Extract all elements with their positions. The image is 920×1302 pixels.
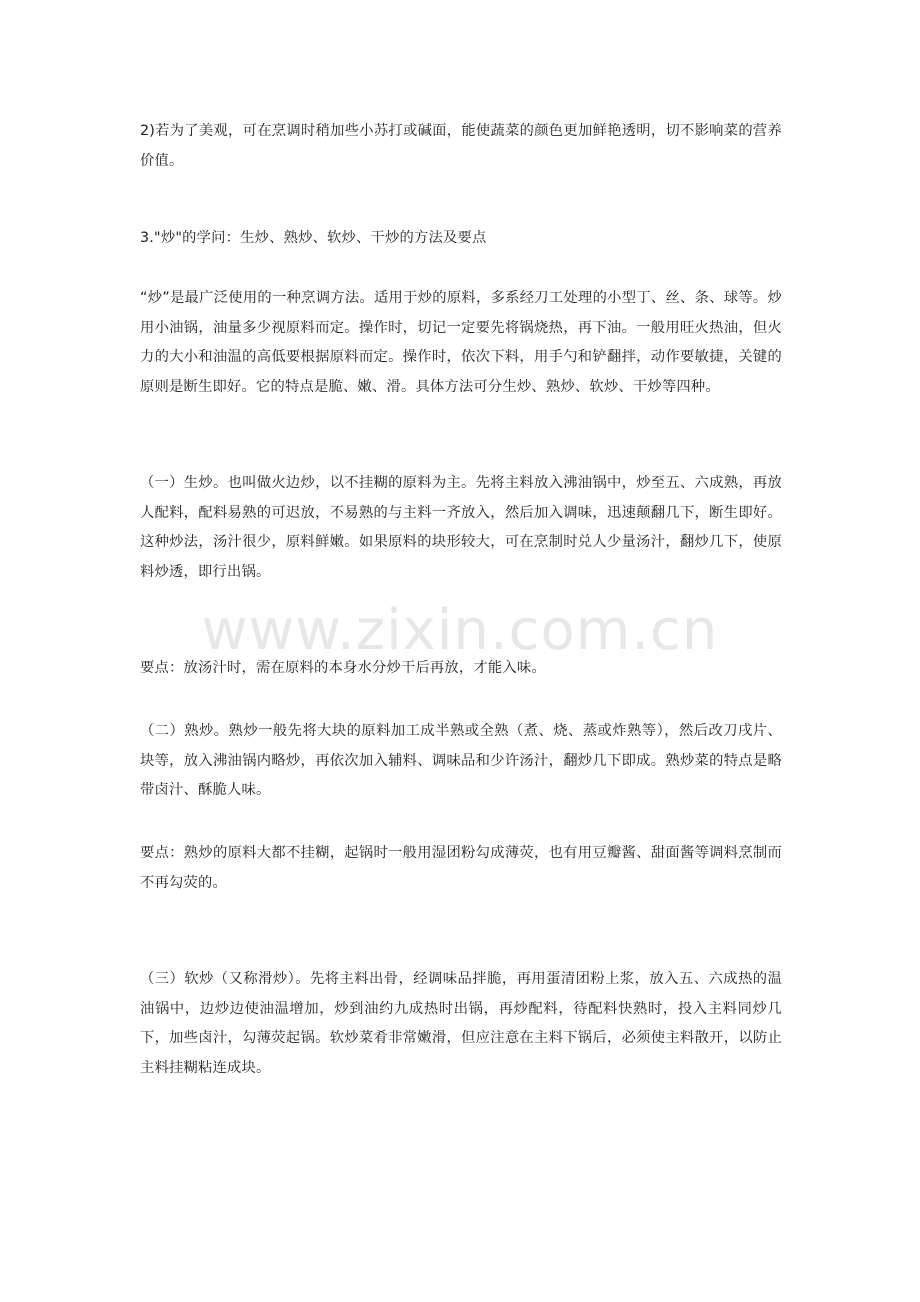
paragraph-soft-stir-fry: （三）软炒（又称滑炒）。先将主料出骨，经调味品拌脆，再用蛋清团粉上浆，放入五、六成热的温油锅中，边炒边使油温增加，炒到油约九成热时出锅，再炒配料，待配料快熟时，投入主料同炒几下，加些卤汁，勾薄荧起锅。软炒菜肴非常嫩滑，但应注意在主料下锅后，必须使主料散开，以防止主料挂糊粘连成块。 xyxy=(140,971,782,1076)
paragraph-cooked-stir-fry-tip: 要点：熟炒的原料大都不挂糊，起锅时一般用湿团粉勾成薄荧，也有用豆瓣酱、甜面酱等调料烹制而不再勾荧的。 xyxy=(140,845,782,891)
paragraph-raw-stir-fry-tip: 要点：放汤汁时，需在原料的本身水分炒干后再放，才能入味。 xyxy=(140,660,546,676)
paragraph-cooked-stir-fry: （二）熟炒。熟炒一般先将大块的原料加工成半熟或全熟（煮、烧、蒸或炸熟等），然后改刀戌片、块等，放入沸油锅内略炒，再依次加入辅料、调味品和少许汤汁，翻炒几下即成。熟炒菜的特点是略带卤汁、酥脆人味。 xyxy=(140,723,782,798)
paragraph-alkali-note: 2)若为了美观，可在烹调时稍加些小苏打或碱面，能使蔬菜的颜色更加鲜艳透明，切不影响菜的营养价值。 xyxy=(140,123,782,169)
paragraph-stir-fry-intro: “炒”是最广泛使用的一种烹调方法。适用于炒的原料，多系经刀工处理的小型丁、丝、条、球等。炒用小油锅，油量多少视原料而定。操作时，切记一定要先将锅烧热，再下油。一般用旺火热油，但火力的大小和油温的高低要根据原料而定。操作时，依次下料，用手勺和铲翻拌，动作要敏捷，关键的原则是断生即好。它的特点是脆、嫩、滑。具体方法可分生炒、熟炒、软炒、干炒等四种。 xyxy=(140,290,782,395)
paragraph-raw-stir-fry: （一）生炒。也叫做火边炒，以不挂糊的原料为主。先将主料放入沸油锅中，炒至五、六成熟，再放人配料，配料易熟的可迟放，不易熟的与主料一齐放入，然后加入调味，迅速颠翻几下，断生即好。这种炒法，汤汁很少，原料鲜嫩。如果原料的块形较大，可在烹制时兑人少量汤汁，翻炒几下，使原料炒透，即行出锅。 xyxy=(140,475,782,580)
watermark-text: www.zixin.com.cn xyxy=(201,598,719,663)
section-heading-stir-fry: 3."炒"的学问：生炒、熟炒、软炒、干炒的方法及要点 xyxy=(140,230,487,246)
